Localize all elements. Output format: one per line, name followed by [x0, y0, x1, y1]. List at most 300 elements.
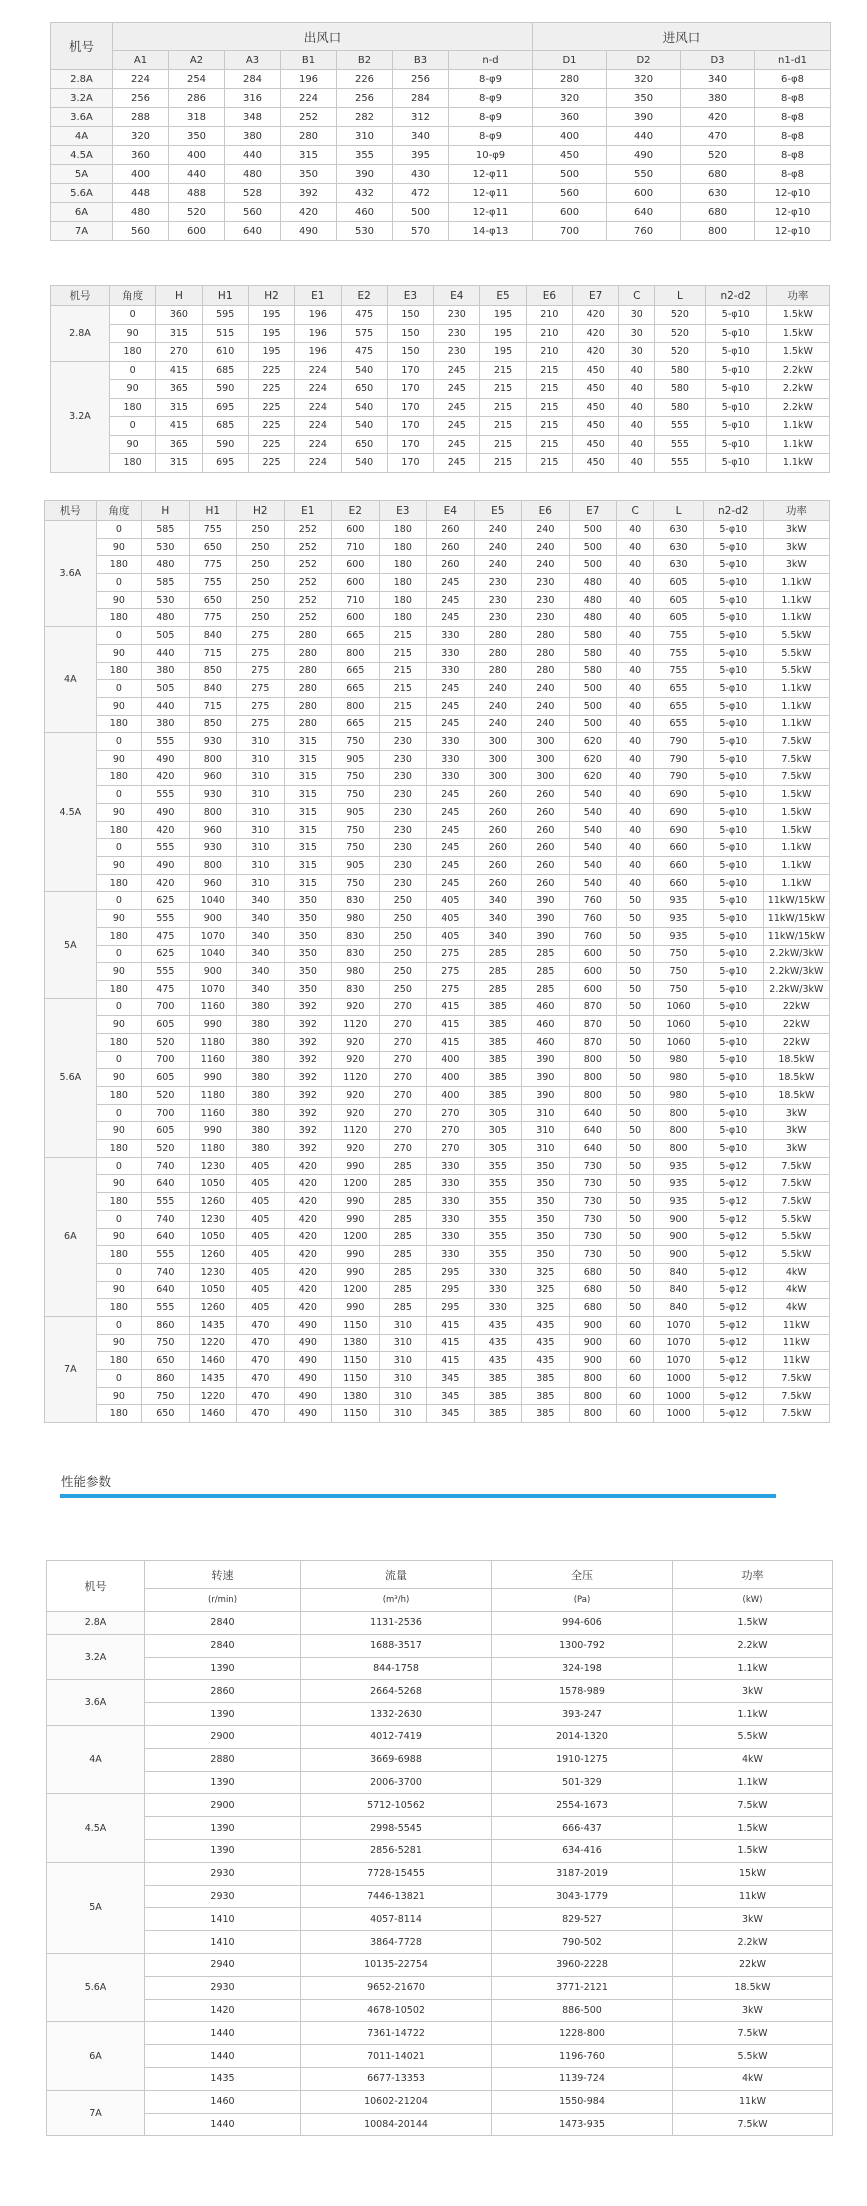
- table-cell: 224: [295, 417, 341, 436]
- table-row: [47, 1703, 833, 1726]
- table-cell: 790: [654, 750, 704, 768]
- table-cell: 7.5kW: [763, 1157, 829, 1175]
- table-cell: 435: [474, 1334, 522, 1352]
- table-cell: 1160: [189, 1104, 237, 1122]
- table-cell: 435: [522, 1334, 570, 1352]
- column-header: E4: [434, 286, 480, 306]
- table-cell: 555: [655, 454, 706, 473]
- table-cell: 252: [284, 538, 332, 556]
- table-cell: 420: [284, 1281, 332, 1299]
- table-cell: 605: [142, 1069, 190, 1087]
- table-cell: 392: [284, 1069, 332, 1087]
- column-header: H2: [248, 286, 294, 306]
- table-cell: 450: [573, 361, 619, 380]
- table-cell: 1150: [332, 1405, 380, 1423]
- table-cell: 605: [142, 1016, 190, 1034]
- table-cell: 245: [427, 591, 475, 609]
- table-cell: 90: [109, 324, 155, 343]
- table-cell: 250: [237, 574, 285, 592]
- column-header: 机号: [51, 286, 110, 306]
- table-cell: 285: [379, 1210, 427, 1228]
- table-cell: 12-φ10: [755, 222, 831, 241]
- table-cell: 2930: [145, 1885, 301, 1908]
- table-cell: 30: [619, 343, 655, 362]
- table-cell: 710: [332, 538, 380, 556]
- table-cell: 685: [202, 417, 248, 436]
- table-cell: 490: [284, 1370, 332, 1388]
- table-cell: 215: [526, 435, 572, 454]
- table-row: [45, 1299, 830, 1317]
- table-cell: 5-φ10: [703, 786, 763, 804]
- table-cell: 275: [237, 715, 285, 733]
- table-cell: 240: [474, 538, 522, 556]
- table-cell: 1.1kW: [763, 715, 829, 733]
- table-cell: 60: [617, 1352, 654, 1370]
- table-cell: 393-247: [492, 1703, 673, 1726]
- table-cell: 1050: [189, 1175, 237, 1193]
- table-cell: 920: [332, 1033, 380, 1051]
- table-cell: 555: [142, 1299, 190, 1317]
- table-cell: 8-φ9: [449, 89, 533, 108]
- table-cell: 180: [96, 1193, 141, 1211]
- table-cell: 310: [237, 750, 285, 768]
- table-cell: 695: [202, 398, 248, 417]
- table-cell: 7.5kW: [763, 750, 829, 768]
- table-cell: 270: [427, 1140, 475, 1158]
- table-cell: 350: [607, 89, 681, 108]
- table-cell: 40: [617, 609, 654, 627]
- table-cell: 275: [427, 980, 475, 998]
- table-cell: 7.5kW: [763, 733, 829, 751]
- table-cell: 490: [607, 146, 681, 165]
- table-cell: 260: [522, 786, 570, 804]
- table-cell: 520: [655, 306, 706, 325]
- table-cell: 800: [332, 644, 380, 662]
- table-cell: 930: [189, 786, 237, 804]
- table-cell: 50: [617, 1087, 654, 1105]
- table-cell: 252: [284, 574, 332, 592]
- table-cell: 350: [522, 1175, 570, 1193]
- table-row: [45, 1193, 830, 1211]
- table-cell: 215: [526, 398, 572, 417]
- table-cell: 5-φ10: [703, 874, 763, 892]
- table-cell: 280: [522, 627, 570, 645]
- table-cell: 7.5kW: [763, 1193, 829, 1211]
- table-cell: 5-φ10: [703, 1122, 763, 1140]
- table-cell: 0: [96, 1316, 141, 1334]
- table-cell: 1460: [145, 2090, 301, 2113]
- table-cell: 530: [337, 222, 393, 241]
- table-cell: 665: [332, 627, 380, 645]
- table-cell: 5-φ12: [703, 1228, 763, 1246]
- table-cell: 575: [341, 324, 387, 343]
- table-cell: 350: [522, 1157, 570, 1175]
- table-cell: 5-φ10: [705, 306, 766, 325]
- table-row: [51, 222, 831, 241]
- table-cell: 230: [379, 821, 427, 839]
- table-cell: 650: [142, 1352, 190, 1370]
- column-header: E1: [284, 501, 332, 521]
- table-cell: 380: [142, 715, 190, 733]
- table-cell: 920: [332, 998, 380, 1016]
- table-cell: 515: [202, 324, 248, 343]
- machine-cell: 3.2A: [51, 361, 110, 472]
- table-cell: 520: [142, 1140, 190, 1158]
- table-cell: 500: [569, 521, 617, 539]
- table-cell: 1380: [332, 1334, 380, 1352]
- table-cell: 250: [379, 980, 427, 998]
- table-row: [45, 963, 830, 981]
- table-cell: 230: [522, 609, 570, 627]
- table-cell: 420: [284, 1246, 332, 1264]
- machine-cell: 4A: [47, 1725, 145, 1793]
- column-header: E3: [379, 501, 427, 521]
- table-cell: 340: [393, 127, 449, 146]
- table-cell: 315: [284, 874, 332, 892]
- table-cell: 585: [142, 574, 190, 592]
- table-cell: 280: [474, 627, 522, 645]
- table-cell: 5-φ10: [703, 715, 763, 733]
- table-cell: 590: [202, 435, 248, 454]
- table-cell: 595: [202, 306, 248, 325]
- table-cell: 2.2kW: [673, 1634, 833, 1657]
- table-cell: 634-416: [492, 1839, 673, 1862]
- table-cell: 500: [569, 697, 617, 715]
- table-cell: 1150: [332, 1370, 380, 1388]
- table-cell: 580: [569, 662, 617, 680]
- table-cell: 490: [284, 1405, 332, 1423]
- table-cell: 665: [332, 715, 380, 733]
- column-header: C: [617, 501, 654, 521]
- table-cell: 350: [522, 1193, 570, 1211]
- table-cell: 415: [427, 998, 475, 1016]
- table-cell: 330: [427, 1246, 475, 1264]
- table-cell: 1578-989: [492, 1680, 673, 1703]
- table-cell: 252: [284, 521, 332, 539]
- table-cell: 170: [387, 454, 433, 473]
- column-header: A3: [225, 51, 281, 70]
- table-cell: 1460: [189, 1352, 237, 1370]
- table-cell: 380: [237, 1033, 285, 1051]
- table-cell: 800: [569, 1069, 617, 1087]
- table-cell: 260: [474, 821, 522, 839]
- table-cell: 50: [617, 1281, 654, 1299]
- table-cell: 180: [96, 874, 141, 892]
- table-cell: 655: [654, 715, 704, 733]
- table-cell: 960: [189, 821, 237, 839]
- table-cell: 1150: [332, 1352, 380, 1370]
- table-row: [47, 1817, 833, 1840]
- column-header: n-d: [449, 51, 533, 70]
- table-cell: 3kW: [673, 1680, 833, 1703]
- table-cell: 7.5kW: [673, 2113, 833, 2136]
- table-row: [47, 1748, 833, 1771]
- table-row: [45, 538, 830, 556]
- table-cell: 40: [617, 839, 654, 857]
- table-cell: 935: [654, 1193, 704, 1211]
- table-cell: 415: [427, 1016, 475, 1034]
- table-cell: 680: [569, 1281, 617, 1299]
- table-cell: 90: [96, 963, 141, 981]
- table-cell: 5-φ10: [703, 945, 763, 963]
- column-header: D2: [607, 51, 681, 70]
- table-cell: 50: [617, 1051, 654, 1069]
- table-cell: 22kW: [673, 1953, 833, 1976]
- table-cell: 5-φ12: [703, 1281, 763, 1299]
- table-cell: 0: [109, 361, 155, 380]
- table-cell: 230: [379, 874, 427, 892]
- table-cell: 990: [332, 1299, 380, 1317]
- table-cell: 310: [237, 857, 285, 875]
- table-cell: 415: [156, 417, 202, 436]
- table-cell: 40: [617, 662, 654, 680]
- table-cell: 1410: [145, 1908, 301, 1931]
- table-cell: 215: [379, 680, 427, 698]
- table-cell: 680: [681, 165, 755, 184]
- table-cell: 0: [96, 1104, 141, 1122]
- table-cell: 230: [379, 839, 427, 857]
- table-cell: 5-φ12: [703, 1316, 763, 1334]
- table-cell: 5-φ10: [703, 644, 763, 662]
- table-cell: 50: [617, 1122, 654, 1140]
- column-header: H: [142, 501, 190, 521]
- table-row: [45, 627, 830, 645]
- column-header: n1-d1: [755, 51, 831, 70]
- table-row: [45, 980, 830, 998]
- table-cell: 180: [109, 343, 155, 362]
- table-cell: 490: [142, 804, 190, 822]
- table-cell: 420: [573, 343, 619, 362]
- machine-cell: 2.8A: [47, 1612, 145, 1635]
- column-header: 机号: [45, 501, 97, 521]
- table-cell: 600: [607, 184, 681, 203]
- table-cell: 415: [427, 1352, 475, 1370]
- table-cell: 392: [284, 1016, 332, 1034]
- table-cell: 2840: [145, 1612, 301, 1635]
- table-cell: 312: [393, 108, 449, 127]
- table-cell: 1160: [189, 998, 237, 1016]
- table-cell: 800: [569, 1051, 617, 1069]
- table-cell: 330: [427, 768, 475, 786]
- table-cell: 285: [522, 963, 570, 981]
- machine-cell: 4A: [51, 127, 113, 146]
- table-cell: 285: [379, 1193, 427, 1211]
- table-row: [45, 1087, 830, 1105]
- table-cell: 196: [295, 306, 341, 325]
- table-cell: 196: [295, 324, 341, 343]
- table-cell: 0: [96, 680, 141, 698]
- table-cell: 640: [142, 1281, 190, 1299]
- table-cell: 5-φ10: [703, 963, 763, 981]
- table-cell: 415: [156, 361, 202, 380]
- table-cell: 560: [533, 184, 607, 203]
- table-cell: 380: [237, 1016, 285, 1034]
- table-cell: 11kW: [673, 1885, 833, 1908]
- table-cell: 392: [284, 1104, 332, 1122]
- table-row: [47, 2090, 833, 2113]
- table-cell: 0: [96, 945, 141, 963]
- table-cell: 18.5kW: [763, 1069, 829, 1087]
- table-cell: 245: [427, 874, 475, 892]
- table-cell: 5-φ10: [703, 998, 763, 1016]
- table-cell: 600: [569, 980, 617, 998]
- table-cell: 240: [474, 521, 522, 539]
- table-cell: 285: [379, 1246, 427, 1264]
- table-cell: 18.5kW: [673, 1976, 833, 1999]
- table-cell: 1220: [189, 1387, 237, 1405]
- table-cell: 1688-3517: [301, 1634, 492, 1657]
- table-cell: 50: [617, 1228, 654, 1246]
- unit-header: (kW): [673, 1589, 833, 1612]
- table-cell: 3960-2228: [492, 1953, 673, 1976]
- table-cell: 435: [474, 1352, 522, 1370]
- table-cell: 3043-1779: [492, 1885, 673, 1908]
- table-cell: 555: [142, 839, 190, 857]
- table-cell: 480: [569, 591, 617, 609]
- table-cell: 315: [284, 804, 332, 822]
- table-cell: 555: [142, 1246, 190, 1264]
- table-cell: 275: [237, 627, 285, 645]
- table-cell: 4057-8114: [301, 1908, 492, 1931]
- table-cell: 1.1kW: [673, 1771, 833, 1794]
- table-cell: 490: [284, 1352, 332, 1370]
- table-cell: 5-φ12: [703, 1263, 763, 1281]
- table-cell: 800: [189, 750, 237, 768]
- table-cell: 415: [427, 1334, 475, 1352]
- table-row: [47, 1999, 833, 2022]
- table-cell: 275: [427, 963, 475, 981]
- table-cell: 90: [96, 697, 141, 715]
- column-header: 转速: [145, 1561, 301, 1589]
- table-cell: 0: [96, 1263, 141, 1281]
- table-cell: 14-φ13: [449, 222, 533, 241]
- table-cell: 750: [142, 1334, 190, 1352]
- table-cell: 844-1758: [301, 1657, 492, 1680]
- table-cell: 1200: [332, 1281, 380, 1299]
- table-cell: 5-φ10: [703, 1069, 763, 1087]
- table-row: [45, 644, 830, 662]
- table-cell: 630: [654, 538, 704, 556]
- table-cell: 350: [284, 980, 332, 998]
- table-cell: 5-φ12: [703, 1334, 763, 1352]
- table-cell: 252: [281, 108, 337, 127]
- column-header: E5: [480, 286, 526, 306]
- table-cell: 435: [474, 1316, 522, 1334]
- table-cell: 355: [474, 1210, 522, 1228]
- table-cell: 7.5kW: [763, 1175, 829, 1193]
- table-cell: 6-φ8: [755, 70, 831, 89]
- table-row: [45, 821, 830, 839]
- table-cell: 90: [96, 857, 141, 875]
- table-row: [45, 839, 830, 857]
- table-cell: 240: [474, 697, 522, 715]
- table-cell: 40: [617, 521, 654, 539]
- table-cell: 240: [474, 715, 522, 733]
- table-cell: 280: [284, 627, 332, 645]
- table-cell: 0: [96, 998, 141, 1016]
- table-cell: 550: [607, 165, 681, 184]
- table-cell: 310: [237, 821, 285, 839]
- table-cell: 2.2kW/3kW: [763, 945, 829, 963]
- table-cell: 90: [96, 1387, 141, 1405]
- table-cell: 340: [474, 927, 522, 945]
- table-cell: 230: [379, 768, 427, 786]
- table-cell: 280: [474, 662, 522, 680]
- table-cell: 1070: [654, 1334, 704, 1352]
- table-cell: 40: [617, 768, 654, 786]
- table-cell: 680: [569, 1299, 617, 1317]
- table-cell: 40: [617, 750, 654, 768]
- table-cell: 480: [569, 574, 617, 592]
- table-cell: 40: [617, 680, 654, 698]
- table-cell: 1.5kW: [673, 1817, 833, 1840]
- table-cell: 405: [237, 1263, 285, 1281]
- table-row: [47, 1953, 833, 1976]
- table-cell: 680: [569, 1263, 617, 1281]
- table-cell: 10084-20144: [301, 2113, 492, 2136]
- table-cell: 5-φ10: [703, 662, 763, 680]
- table-cell: 330: [427, 1228, 475, 1246]
- table-cell: 230: [379, 733, 427, 751]
- table-row: [45, 1405, 830, 1423]
- table-cell: 7361-14722: [301, 2022, 492, 2045]
- table-cell: 90: [96, 591, 141, 609]
- table-cell: 666-437: [492, 1817, 673, 1840]
- table-cell: 170: [387, 398, 433, 417]
- table-cell: 665: [332, 680, 380, 698]
- table-cell: 180: [379, 609, 427, 627]
- table-cell: 300: [522, 733, 570, 751]
- table-cell: 420: [142, 768, 190, 786]
- table-row: [45, 945, 830, 963]
- table-cell: 240: [522, 538, 570, 556]
- table-cell: 900: [569, 1352, 617, 1370]
- table-cell: 180: [379, 591, 427, 609]
- table-cell: 1200: [332, 1175, 380, 1193]
- table-cell: 270: [379, 1087, 427, 1105]
- table-cell: 1220: [189, 1334, 237, 1352]
- table-cell: 355: [474, 1175, 522, 1193]
- machine-cell: 3.6A: [45, 521, 97, 627]
- table-cell: 0: [96, 1370, 141, 1388]
- table-cell: 215: [480, 380, 526, 399]
- table-cell: 224: [295, 454, 341, 473]
- table-cell: 40: [617, 804, 654, 822]
- table-cell: 5-φ10: [703, 1087, 763, 1105]
- table-cell: 5.5kW: [763, 1210, 829, 1228]
- table-cell: 2880: [145, 1748, 301, 1771]
- table-cell: 610: [202, 343, 248, 362]
- table-cell: 715: [189, 644, 237, 662]
- table-cell: 0: [109, 417, 155, 436]
- table-cell: 310: [379, 1387, 427, 1405]
- table-cell: 700: [533, 222, 607, 241]
- table-cell: 90: [96, 1228, 141, 1246]
- table-cell: 415: [427, 1316, 475, 1334]
- table-cell: 660: [654, 857, 704, 875]
- table-cell: 520: [169, 203, 225, 222]
- table-cell: 385: [522, 1370, 570, 1388]
- machine-cell: 5.6A: [45, 998, 97, 1157]
- table-row: [51, 417, 830, 436]
- table-cell: 170: [387, 435, 433, 454]
- table-cell: 900: [569, 1316, 617, 1334]
- table-cell: 215: [480, 454, 526, 473]
- table-cell: 5-φ10: [703, 521, 763, 539]
- table-cell: 224: [295, 435, 341, 454]
- table-cell: 470: [237, 1334, 285, 1352]
- table-cell: 230: [434, 343, 480, 362]
